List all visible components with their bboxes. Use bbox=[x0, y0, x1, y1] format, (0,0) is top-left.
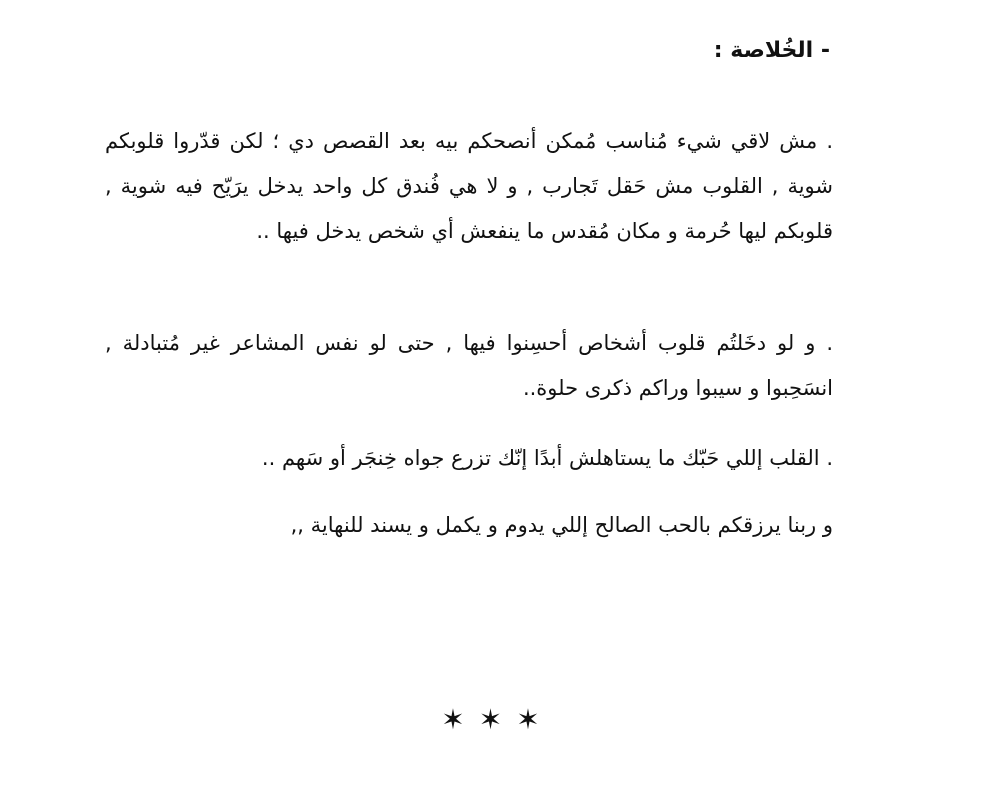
section-heading: - الخُلاصة : bbox=[713, 38, 830, 63]
paragraph-prayer: و ربنا يرزقكم بالحب الصالح إللي يدوم و يكمل و يسند للنهاية ,, bbox=[290, 513, 833, 537]
paragraph-advice: . مش لاقي شيء مُناسب مُمكن أنصحكم بيه بعد القصص دي ؛ لكن قدّروا قلوبكم شوية , القلوب مش حَقل تَجارب , و لا هي فُندق كل واحد يدخل يرَيّح فيه شوية , قلوبكم ليها حُرمة و مكان مُقدس ما ينفعش أي شخص يدخل فيها .. bbox=[105, 129, 833, 243]
paragraph-heart: . القلب إللي حَبّك ما يستاهلش أبدًا إنّك تزرع جواه خِنجَر أو سَهم .. bbox=[261, 446, 833, 470]
paragraph-withdraw: . و لو دخَلتُم قلوب أشخاص أحسِنوا فيها , حتى لو نفس المشاعر غير مُتبادلة , انسَحِبوا و سيبوا وراكم ذكرى حلوة.. bbox=[105, 331, 833, 400]
section-separator-stars: ✶✶✶ bbox=[441, 703, 554, 736]
